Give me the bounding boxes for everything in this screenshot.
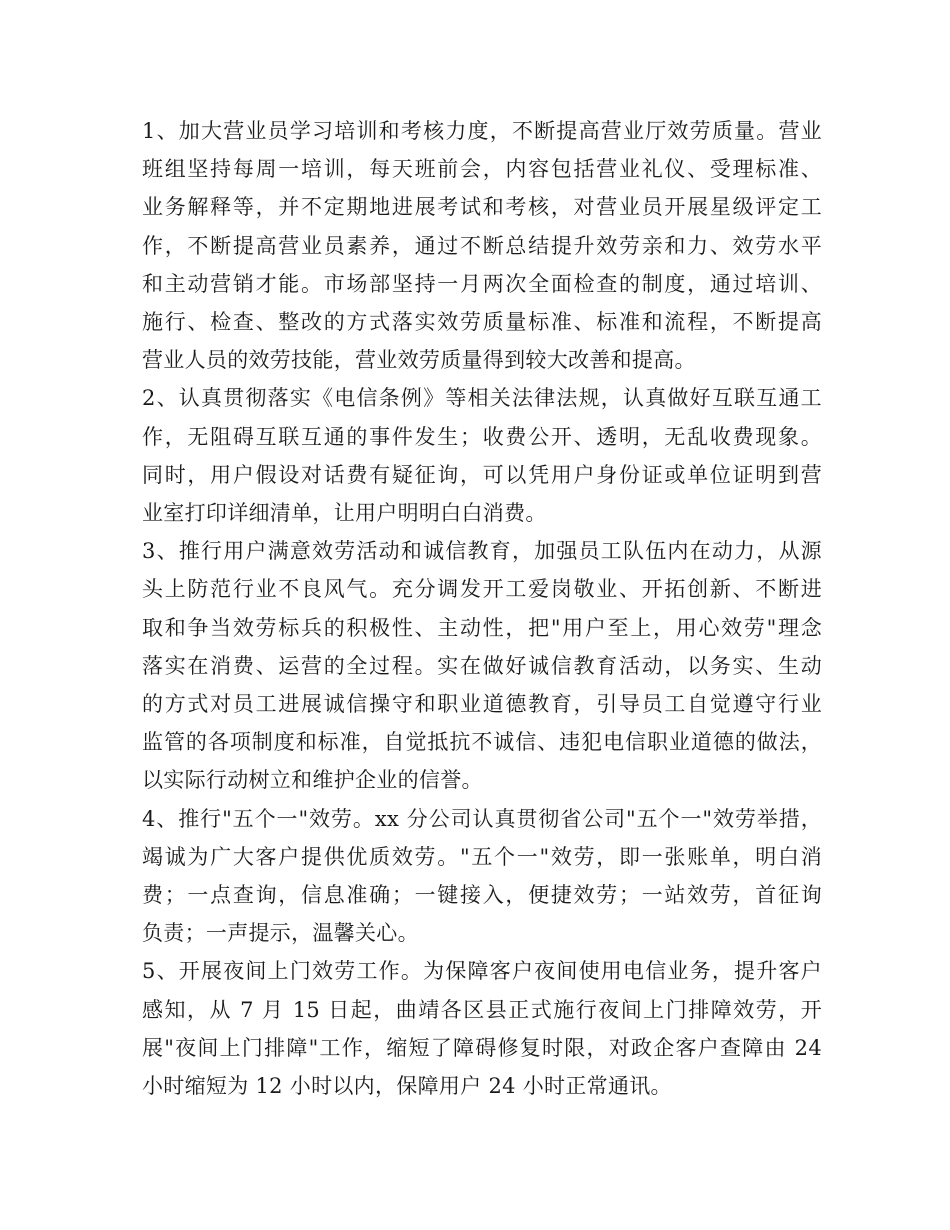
paragraph-3 — [142, 532, 822, 799]
paragraph-4 — [142, 800, 822, 953]
text-line: 负责；一声提示，温馨关心。 — [142, 921, 419, 946]
text-line: 施行、检查、整改的方式落实效劳质量标准、标准和流程，不断提高 — [142, 310, 822, 335]
text-line: 业务解释等，并不定期地进展考试和考核，对营业员开展星级评定工 — [142, 195, 822, 220]
paragraph-5 — [142, 952, 822, 1105]
text-line: 和主动营销才能。市场部坚持一月两次全面检查的制度，通过培训、 — [142, 271, 822, 296]
text-line: 取和争当效劳标兵的积极性、主动性，把"用户至上，用心效劳"理念 — [142, 615, 822, 640]
text-line: 业室打印详细清单，让用户明明白白消费。 — [142, 501, 547, 526]
text-line: 同时，用户假设对话费有疑征询，可以凭用户身份证或单位证明到营 — [142, 462, 822, 487]
paragraph-2 — [142, 379, 822, 532]
text-line: 落实在消费、运营的全过程。实在做好诚信教育活动，以务实、生动 — [142, 653, 822, 678]
text-line: 班组坚持每周一培训，每天班前会，内容包括营业礼仪、受理标准、 — [142, 157, 822, 182]
text-line: 小时缩短为 12 小时以内，保障用户 24 小时正常通讯。 — [142, 1074, 672, 1099]
text-line: 作，无阻碍互联互通的事件发生；收费公开、透明，无乱收费现象。 — [142, 424, 822, 449]
text-line: 费；一点查询，信息准确；一键接入，便捷效劳；一站效劳，首征询 — [142, 883, 822, 908]
text-line: 1、加大营业员学习培训和考核力度，不断提高营业厅效劳质量。营业 — [142, 119, 822, 143]
text-line: 监管的各项制度和标准，自觉抵抗不诚信、违犯电信职业道德的做法， — [142, 730, 822, 755]
paragraph-1 — [142, 112, 822, 379]
text-line: 营业人员的效劳技能，营业效劳质量得到较大改善和提高。 — [142, 348, 696, 373]
text-line: 竭诚为广大客户提供优质效劳。"五个一"效劳，即一张账单，明白消 — [142, 844, 822, 869]
text-line: 以实际行动树立和维护企业的信誉。 — [142, 768, 483, 793]
text-line: 的方式对员工进展诚信操守和职业道德教育，引导员工自觉遵守行业 — [142, 692, 822, 717]
text-line: 作，不断提高营业员素养，通过不断总结提升效劳亲和力、效劳水平 — [142, 233, 822, 258]
text-line: 4、推行"五个一"效劳。xx 分公司认真贯彻省公司"五个一"效劳举措， — [142, 806, 822, 831]
text-line: 3、推行用户满意效劳活动和诚信教育，加强员工队伍内在动力，从源 — [142, 539, 822, 564]
text-line: 5、开展夜间上门效劳工作。为保障客户夜间使用电信业务，提升客户 — [142, 959, 822, 984]
document-body — [142, 112, 822, 1105]
text-line: 头上防范行业不良风气。充分调发开工爱岗敬业、开拓创新、不断进 — [142, 577, 822, 602]
text-line: 展"夜间上门排障"工作，缩短了障碍修复时限，对政企客户查障由 24 — [142, 1035, 822, 1060]
text-line: 2、认真贯彻落实《电信条例》等相关法律法规，认真做好互联互通工 — [142, 386, 822, 411]
text-line: 感知，从 7 月 15 日起，曲靖各区县正式施行夜间上门排障效劳，开 — [142, 997, 822, 1022]
